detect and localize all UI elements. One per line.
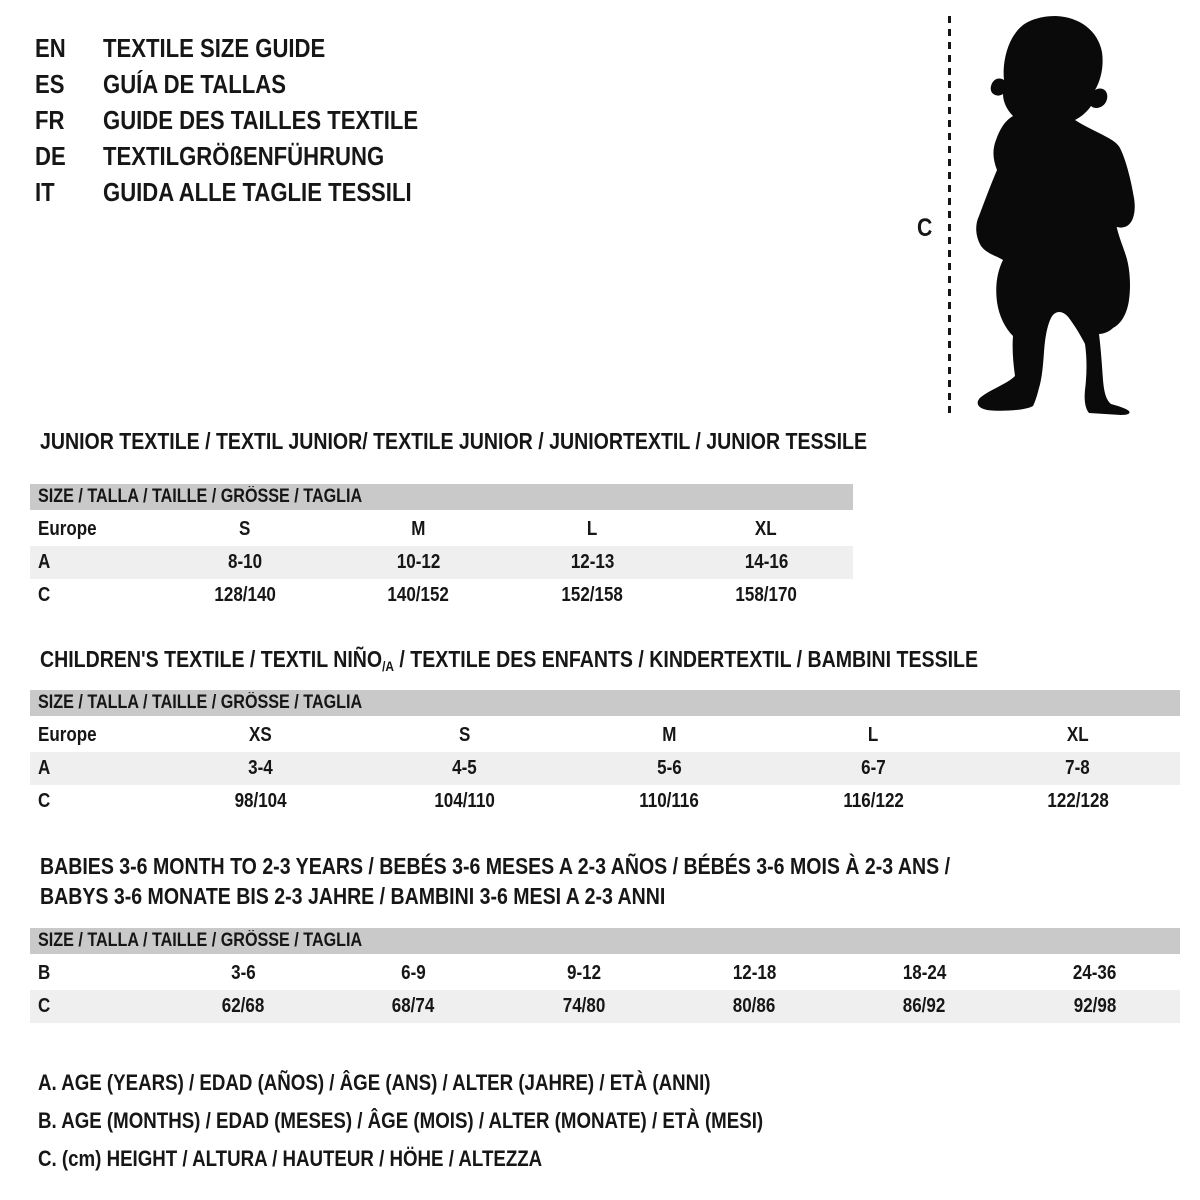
children-section-title: CHILDREN'S TEXTILE / TEXTIL $NIÑO_{/A}$ / TEXTILE DES ENFANTS / KINDERTEXTIL / BAMBINI TESSILE	[40, 646, 979, 674]
height-cell: 104/110	[434, 790, 495, 812]
language-title: GUIDE DES TAILLES TEXTILE	[103, 104, 419, 135]
age-cell: 4-5	[452, 757, 477, 779]
measurement-legend	[38, 1064, 891, 1178]
row-label: A	[38, 757, 51, 779]
babies-size-table	[30, 928, 1180, 1023]
row-label: C	[38, 584, 51, 606]
age-cell: 18-24	[902, 962, 947, 984]
height-cell: 86/92	[903, 995, 946, 1017]
row-label: C	[38, 790, 51, 812]
legend-line-age-months: B. AGE (MONTHS) / EDAD (MESES) / ÂGE (MOIS) / ALTER (MONATE) / ETÀ (MESI)	[38, 1108, 764, 1133]
age-cell: 9-12	[566, 962, 601, 984]
table-row	[30, 785, 1180, 818]
table-row	[30, 513, 853, 546]
size-header-label: SIZE / TALLA / TAILLE / GRÖSSE / TAGLIA	[38, 486, 363, 507]
language-row	[35, 138, 474, 174]
junior-section-title: JUNIOR TEXTILE / TEXTIL JUNIOR/ TEXTILE JUNIOR / JUNIORTEXTIL / JUNIOR TESSILE	[40, 428, 868, 454]
size-cell: S	[239, 518, 251, 540]
row-label: Europe	[38, 724, 97, 746]
language-code: DE	[35, 140, 66, 171]
height-cell: 158/170	[735, 584, 797, 606]
size-header-label: SIZE / TALLA / TAILLE / GRÖSSE / TAGLIA	[38, 692, 363, 713]
height-cell: 98/104	[234, 790, 287, 812]
size-cell: L	[587, 518, 598, 540]
size-header-bar	[30, 690, 1180, 716]
table-row	[30, 957, 1180, 990]
height-measure-label: C	[917, 214, 933, 242]
age-cell: 6-9	[401, 962, 426, 984]
height-cell: 80/86	[732, 995, 776, 1017]
toddler-silhouette-icon	[963, 14, 1138, 416]
language-row	[35, 174, 474, 210]
size-cell: M	[661, 724, 677, 746]
height-cell: 62/68	[221, 995, 265, 1017]
language-row	[35, 66, 474, 102]
age-cell: 3-6	[230, 962, 256, 984]
height-cell: 68/74	[392, 995, 435, 1017]
table-row	[30, 752, 1180, 785]
size-cell: M	[411, 518, 426, 540]
row-label: A	[38, 551, 51, 573]
language-code: ES	[35, 68, 65, 99]
legend-line-height-cm: C. (cm) HEIGHT / ALTURA / HAUTEUR / HÖHE / ALTEZZA	[38, 1146, 543, 1171]
height-cell: 74/80	[562, 995, 606, 1017]
table-row	[30, 579, 853, 612]
height-cell: 110/116	[639, 790, 699, 812]
age-cell: 12-18	[732, 962, 776, 984]
age-cell: 8-10	[227, 551, 262, 573]
row-label: C	[38, 995, 51, 1017]
age-cell: 6-7	[861, 757, 886, 779]
age-cell: 5-6	[656, 757, 682, 779]
age-cell: 14-16	[744, 551, 788, 573]
height-cell: 128/140	[214, 584, 276, 606]
age-cell: 10-12	[396, 551, 441, 573]
size-cell: S	[458, 724, 471, 746]
table-row	[30, 990, 1180, 1023]
language-list	[35, 30, 474, 210]
height-figure	[905, 14, 1165, 424]
size-header-label: SIZE / TALLA / TAILLE / GRÖSSE / TAGLIA	[38, 930, 363, 951]
language-row	[35, 30, 474, 66]
height-cell: 152/158	[561, 584, 624, 606]
age-cell: 7-8	[1065, 757, 1091, 779]
babies-section-title: BABIES 3-6 MONTH TO 2-3 YEARS / BEBÉS 3-6 MESES A 2-3 AÑOS / BÉBÉS 3-6 MOIS À 2-3 ANS / BABYS 3-6 MONATE BIS 2-3 JAHRE / BAMBINI 3-6 MESI A 2-3 ANNI	[40, 853, 951, 909]
row-label: Europe	[38, 518, 97, 540]
language-title: GUÍA DE TALLAS	[103, 68, 286, 99]
language-title: GUIDA ALLE TAGLIE TESSILI	[103, 176, 412, 207]
table-row	[30, 719, 1180, 752]
size-cell: L	[868, 724, 879, 746]
language-code: EN	[35, 32, 66, 63]
height-cell: 122/128	[1047, 790, 1109, 812]
height-cell: 140/152	[387, 584, 450, 606]
language-code: IT	[35, 176, 55, 207]
language-row	[35, 102, 474, 138]
age-cell: 12-13	[570, 551, 615, 573]
children-size-table	[30, 690, 1180, 818]
size-cell: XS	[248, 724, 272, 746]
junior-size-table	[30, 484, 853, 612]
title-subscript: /A	[382, 658, 394, 674]
size-cell: XL	[1066, 724, 1089, 746]
height-cell: 92/98	[1073, 995, 1117, 1017]
size-cell: XL	[755, 518, 777, 540]
language-title: TEXTILE SIZE GUIDE	[103, 32, 326, 63]
language-title: TEXTILGRÖßENFÜHRUNG	[103, 140, 385, 171]
size-header-bar	[30, 484, 853, 510]
language-code: FR	[35, 104, 65, 135]
age-cell: 3-4	[247, 757, 273, 779]
row-label: B	[38, 962, 51, 984]
age-cell: 24-36	[1073, 962, 1117, 984]
height-cell: 116/122	[843, 790, 904, 812]
height-dashed-line	[948, 16, 951, 416]
size-header-bar	[30, 928, 1180, 954]
legend-line-age-years: A. AGE (YEARS) / EDAD (AÑOS) / ÂGE (ANS) / ALTER (JAHRE) / ETÀ (ANNI)	[38, 1070, 711, 1095]
table-row	[30, 546, 853, 579]
